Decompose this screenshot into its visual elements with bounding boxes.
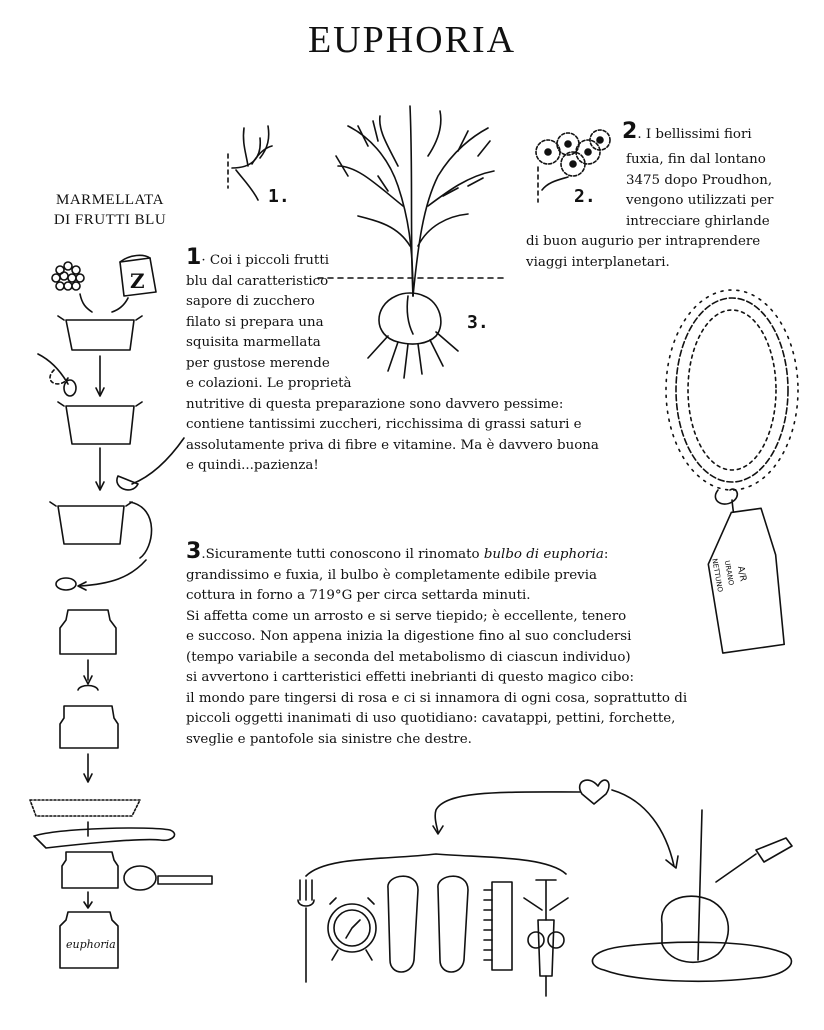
section-3-colon: : (603, 547, 609, 562)
cloth-icon (30, 800, 140, 816)
tag-line-2: URANO (722, 559, 736, 587)
section-2-line: intrecciare ghirlande (626, 213, 770, 229)
section-2-text-middle (626, 150, 773, 232)
jar-icon (60, 610, 116, 654)
knife-icon (716, 838, 792, 882)
plant-icon (318, 96, 508, 386)
section-2-number: 2 (622, 119, 638, 144)
ladle-icon (117, 438, 184, 490)
section-2-text-bottom (526, 232, 760, 273)
section-3-line: (tempo variabile a seconda del metabolismo di ciascun individuo) (186, 649, 631, 665)
section-3-line: e succoso. Non appena inizia la digestione fino al suo concludersi (186, 629, 632, 644)
section-3-number: 3 (186, 539, 202, 564)
recipe-title-line-1: MARMELLATA (56, 192, 164, 208)
section-1-line: assolutamente priva di fibre e vitamine. Ma è davvero buona (186, 437, 599, 453)
recipe-flow (20, 248, 190, 978)
rubber-band-icon (34, 828, 175, 848)
rubber-band-ring-icon (124, 866, 156, 890)
recipe-title (30, 190, 190, 230)
page-title: EUPHORIA (307, 19, 517, 61)
bulb-on-plate-icon (592, 810, 791, 981)
section-1-line: e colazioni. Le proprietà (186, 376, 352, 391)
coral-branch-icon (222, 118, 292, 208)
section-1-line: e quindi...pazienza! (186, 458, 319, 473)
jar-icon (60, 706, 118, 748)
heart-icon (580, 780, 609, 804)
lid-icon (56, 578, 76, 590)
corkscrew-icon (524, 880, 568, 996)
section-1-line: blu dal caratteristico (186, 273, 329, 289)
fork-icon (298, 880, 314, 982)
section-1-line: sapore di zucchero (186, 294, 315, 309)
figure-label-3: 3. (467, 312, 489, 333)
pot-icon (58, 402, 142, 444)
section-2-line: fuxia, fin dal lontano (626, 152, 766, 167)
section-3-line: piccoli oggetti inanimati di uso quotidiano: cavatappi, pettini, forchette, (186, 711, 676, 726)
section-2-line: I bellissimi fiori (645, 127, 752, 142)
tag-line-3: A/R (735, 565, 748, 583)
section-3-line: sveglie e pantofole sia sinistre che destre. (186, 731, 472, 747)
section-2-line: 3475 dopo Proudhon, (626, 172, 773, 188)
section-3-line: il mondo pare tingersi di rosa e ci si innamora di ogni cosa, soprattutto di (186, 690, 688, 706)
section-3-line: Si affetta come un arrosto e si serve tiepido; è eccellente, tenero (186, 608, 627, 624)
section-2-line: viaggi interplanetari. (526, 254, 670, 270)
section-1-line: filato si prepara una (186, 314, 324, 330)
section-1-text: 1· Coi i piccoli frutti blu dal caratteristico sapore di zucchero filato si prepara una squisita marmellata per gustose merende e colazioni. Le proprietà nutritive di questa preparazione sono davvero pessime: contiene tantissimi zuccheri, ricchissima di grassi saturi e assolutamente priva di fibre e vitamine. Ma è davvero buona e quindi...pazienza! (186, 248, 599, 477)
figure-label-1: 1. (268, 186, 290, 207)
figure-label-2: 2. (574, 186, 596, 207)
section-2-line: di buon augurio per intraprendere (526, 234, 761, 249)
jar-label: euphoria (66, 938, 116, 951)
section-3-line: si avvertono i cartteristici effetti inebrianti di questo magico cibo: (186, 670, 634, 685)
section-3-text: 3.Sicuramente tutti conoscono il rinomato bulbo di euphoria: grandissimo e fuxia, il bulbo è completamente edibile previa cottura in forno a 719°G per circa settarda minuti. Si affetta come un arrosto e si serve tiepido; è eccellente, tenero e succoso. Non appena inizia la digestione fino al suo concludersi (tempo variabile a seconda del metabolismo di ciascun individuo) si avvertono i cartteristici effetti inebrianti di questo magico cibo: il mondo pare tingersi di rosa e ci si innamora di ogni cosa, soprattutto di piccoli oggetti inanimati di uso quotidiano: cavatappi, pettini, forchette, sveglie e pantofole sia sinistre che destre. (186, 542, 687, 750)
slippers-icon (388, 876, 468, 972)
section-3-line: cottura in forno a 719°G per circa settarda minuti. (186, 588, 531, 603)
section-1-line: squisita marmellata (186, 335, 321, 350)
sugar-bag-label: Z (130, 269, 145, 293)
pot-icon (50, 502, 132, 544)
section-3-emphasis: bulbo di euphoria (483, 547, 604, 562)
berries-icon (52, 262, 84, 290)
comb-icon (484, 882, 512, 970)
section-2-line: vengono utilizzati per (626, 193, 774, 208)
spoon-icon (38, 354, 76, 396)
section-1-number: 1 (186, 245, 202, 270)
alarm-clock-icon (328, 898, 376, 960)
section-3-line: grandissimo e fuxia, il bulbo è completamente edibile previa (186, 567, 597, 583)
jar-icon (62, 852, 118, 888)
section-3-line: Sicuramente tutti conoscono il rinomato (205, 547, 484, 562)
section-1-line: nutritive di questa preparazione sono davvero pessime: (186, 396, 564, 412)
section-1-line: contiene tantissimi zuccheri, ricchissima di grassi saturi e (186, 417, 582, 432)
pen-icon (158, 876, 212, 884)
tag-line-1: NETTUNO (710, 557, 725, 593)
section-1-line: Coi i piccoli frutti (209, 253, 329, 268)
recipe-title-line-2: DI FRUTTI BLU (53, 212, 167, 228)
section-1-line: per gustose merende (186, 355, 330, 371)
bottom-illustration (286, 770, 806, 1010)
section-2-text-top: 2. I bellissimi fiori (622, 119, 752, 144)
brace-icon (306, 854, 566, 876)
pot-icon (58, 316, 142, 350)
flower-branch-icon (528, 122, 618, 202)
